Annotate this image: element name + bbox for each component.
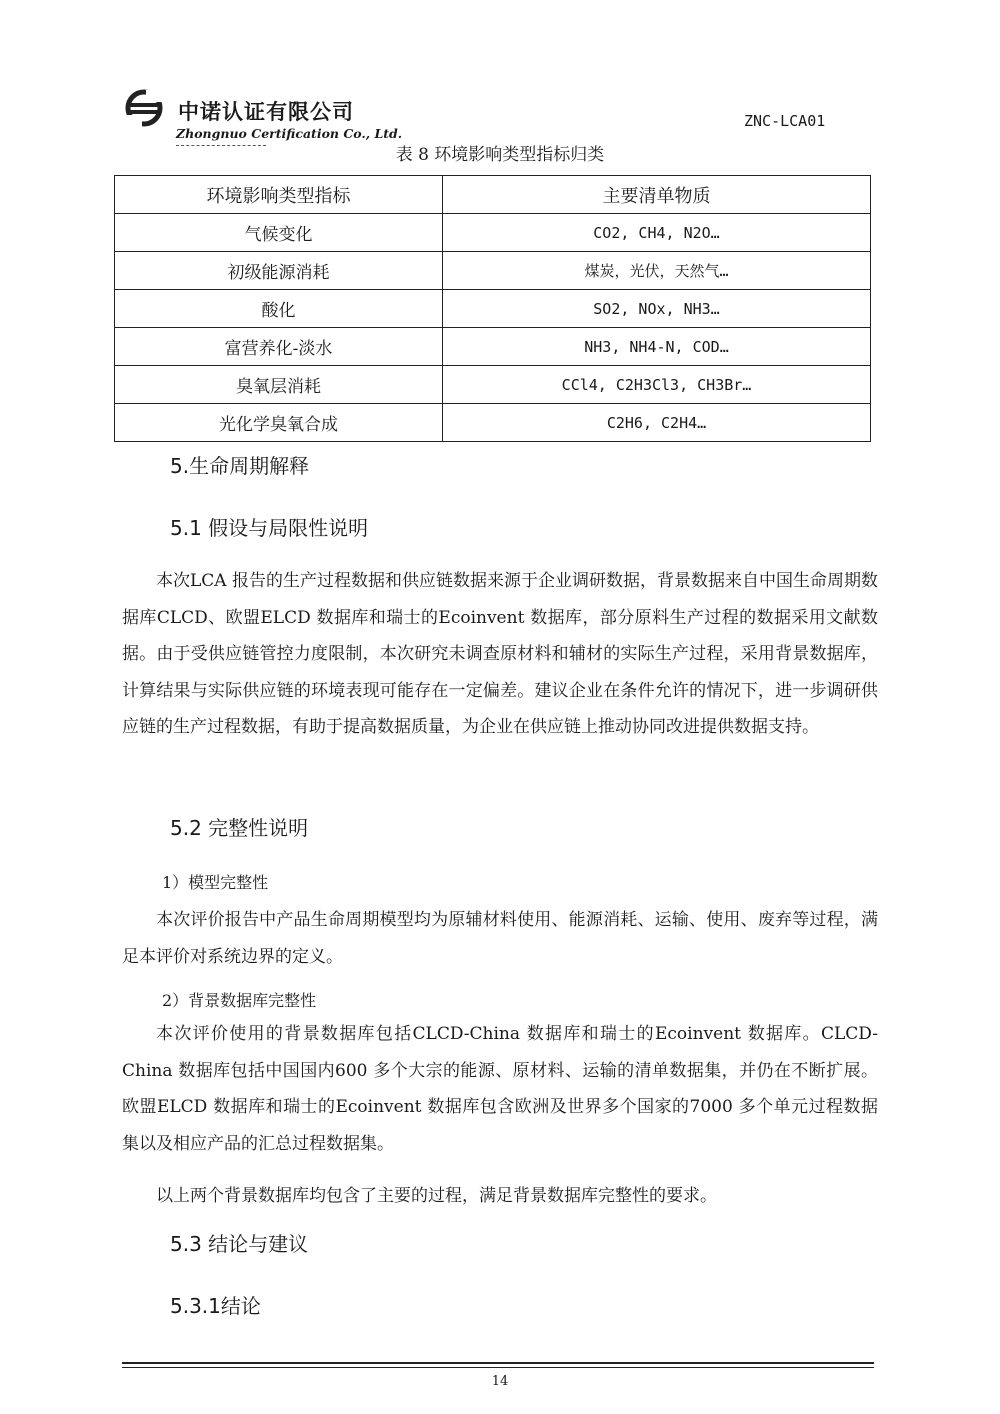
page-number: 14 — [491, 1374, 509, 1389]
indicator-cell: 气候变化 — [115, 214, 443, 252]
indicator-cell: 酸化 — [115, 290, 443, 328]
footer-rule-thin — [122, 1367, 874, 1368]
footer-rule-thick — [122, 1362, 874, 1364]
substances-cell: 煤炭，光伏，天然气… — [443, 252, 871, 290]
company-logo-icon — [124, 88, 164, 128]
indicator-cell: 富营养化-淡水 — [115, 328, 443, 366]
section-heading-5-3: 5.3 结论与建议 — [170, 1232, 309, 1256]
paragraph-database-completeness: 本次评价使用的背景数据库包括CLCD-China 数据库和瑞士的Ecoinvent 数据库。CLCD-China 数据库包括中国国内600 多个大宗的能源、原材料、运输的清单数据集，并仍在不断扩展。欧盟ELCD 数据库和瑞士的Ecoinvent 数据库包含欧洲及世界多个国家的7000 多个单元过程数据集以及相应产品的汇总过程数据集。 — [122, 1024, 878, 1154]
substances-cell: C2H6, C2H4… — [443, 404, 871, 442]
table-row — [115, 328, 871, 366]
indicator-cell: 光化学臭氧合成 — [115, 404, 443, 442]
substances-cell: SO2, NOx, NH3… — [443, 290, 871, 328]
company-name-en: Zhongnuo Certification Co., Ltd. — [176, 126, 403, 141]
section-heading-5: 5.生命周期解释 — [170, 454, 310, 478]
substances-cell: CO2, CH4, N2O… — [443, 214, 871, 252]
section-heading-5-1: 5.1 假设与局限性说明 — [170, 516, 369, 540]
substances-cell: CCl4, C2H3Cl3, CH3Br… — [443, 366, 871, 404]
section-heading-5-2: 5.2 完整性说明 — [170, 816, 309, 840]
subheading-database-completeness: 2）背景数据库完整性 — [162, 991, 317, 1010]
substances-cell: NH3, NH4-N, COD… — [443, 328, 871, 366]
paragraph-model-completeness: 本次评价报告中产品生命周期模型均为原辅材料使用、能源消耗、运输、使用、废弃等过程，满足本评价对系统边界的定义。 — [122, 910, 878, 967]
paragraph-assumptions: 本次LCA 报告的生产过程数据和供应链数据来源于企业调研数据，背景数据来自中国生命周期数据库CLCD、欧盟ELCD 数据库和瑞士的Ecoinvent 数据库，部分原料生产过程的数据采用文献数据。由于受供应链管控力度限制，本次研究未调查原材料和辅材的实际生产过程，采用背景数据库，计算结果与实际供应链的环境表现可能存在一定偏差。建议企业在条件允许的情况下，进一步调研供应链的生产过程数据，有助于提高数据质量，为企业在供应链上推动协同改进提供数据支持。 — [122, 571, 878, 737]
company-name-cn: 中诺认证有限公司 — [178, 100, 354, 124]
indicator-cell: 初级能源消耗 — [115, 252, 443, 290]
table-caption: 表 8 环境影响类型指标归类 — [395, 145, 605, 165]
column-header-substances: 主要清单物质 — [443, 176, 871, 214]
column-header-indicator: 环境影响类型指标 — [115, 176, 443, 214]
document-code: ZNC-LCA01 — [744, 112, 826, 130]
table-row — [115, 290, 871, 328]
section-heading-5-3-1: 5.3.1结论 — [170, 1294, 261, 1318]
subheading-model-completeness: 1）模型完整性 — [162, 873, 269, 892]
table-row — [115, 214, 871, 252]
paragraph-database-conclusion: 以上两个背景数据库均包含了主要的过程，满足背景数据库完整性的要求。 — [156, 1186, 717, 1206]
indicator-cell: 臭氧层消耗 — [115, 366, 443, 404]
table-row — [115, 366, 871, 404]
table-header-row — [115, 176, 871, 214]
table-row — [115, 252, 871, 290]
impact-indicator-table — [114, 175, 871, 442]
table-row — [115, 404, 871, 442]
